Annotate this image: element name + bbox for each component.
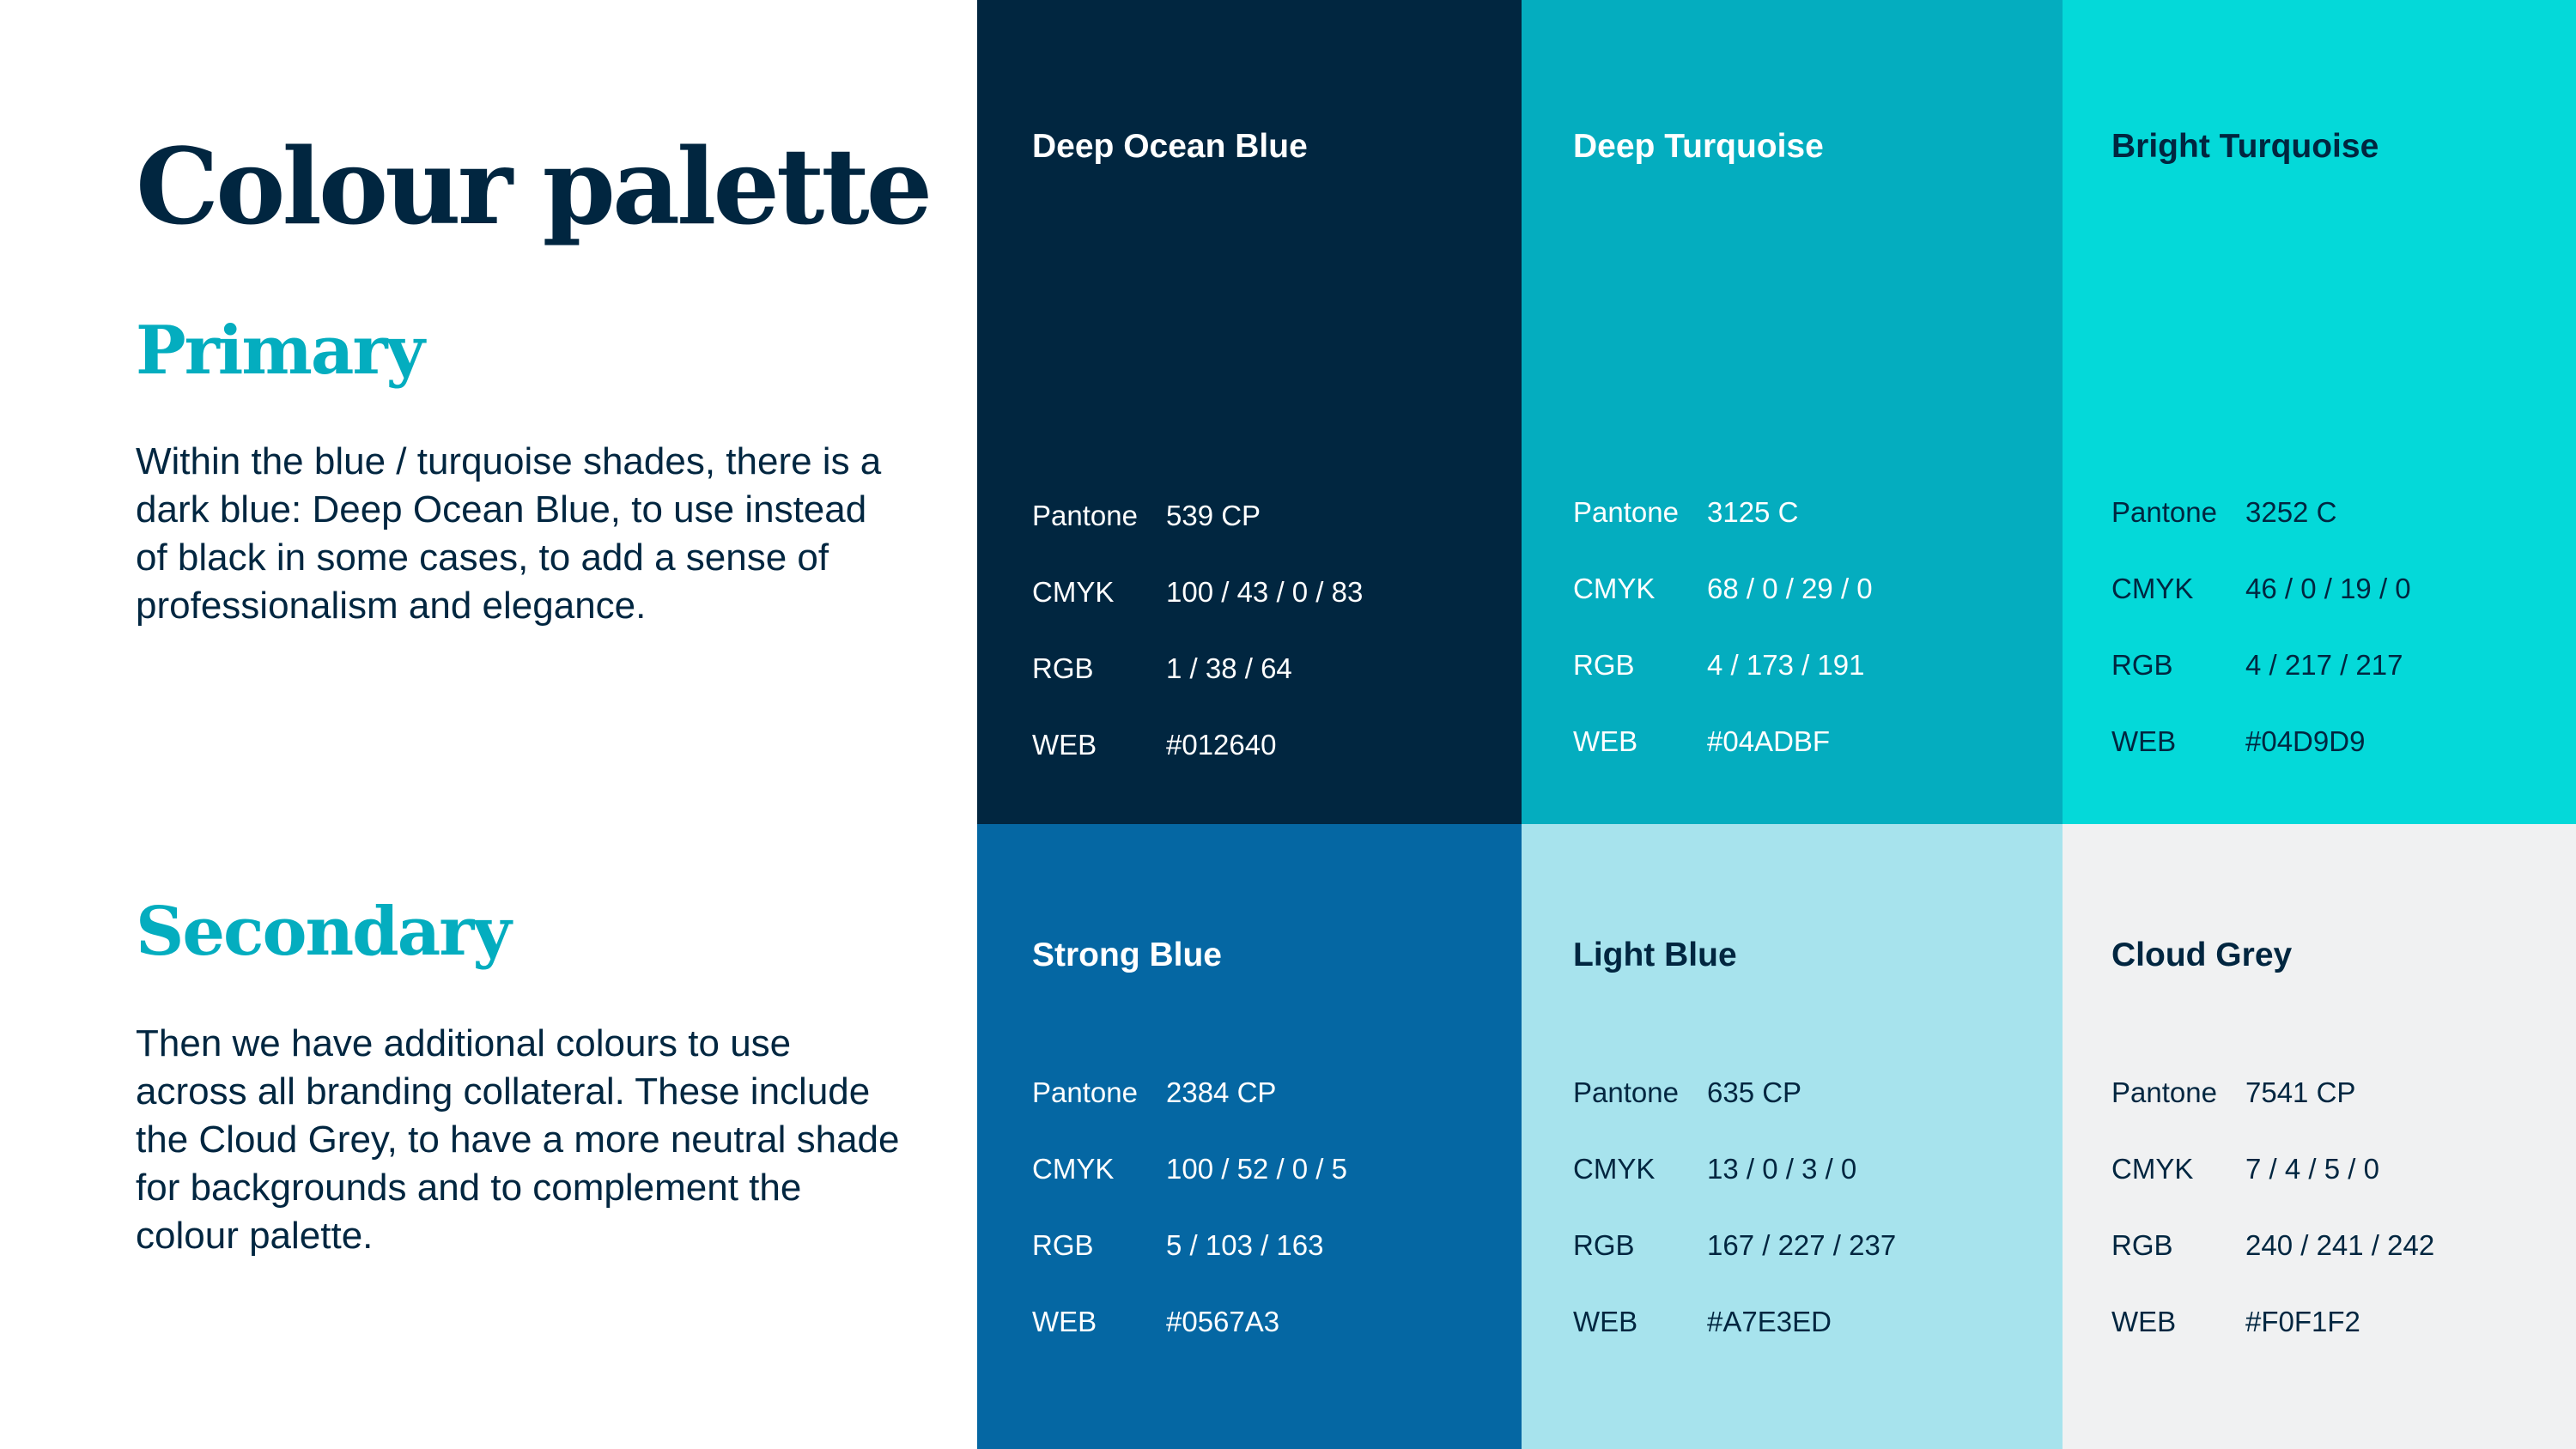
spec-value-web: #0567A3 <box>1166 1305 1280 1337</box>
spec-value-web: #012640 <box>1166 728 1277 761</box>
spec-value-cmyk: 7 / 4 / 5 / 0 <box>2245 1152 2379 1185</box>
spec-value-rgb: 240 / 241 / 242 <box>2245 1228 2435 1261</box>
spec-value-pantone: 635 CP <box>1707 1076 1802 1108</box>
spec-list <box>1032 1054 1347 1360</box>
spec-row-pantone <box>1032 1054 1347 1131</box>
spec-value-pantone: 3125 C <box>1707 495 1799 528</box>
spec-row-pantone <box>2111 1054 2434 1131</box>
spec-value-web: #F0F1F2 <box>2245 1305 2360 1337</box>
spec-value-rgb: 4 / 217 / 217 <box>2245 648 2403 681</box>
spec-row-web <box>2111 703 2411 779</box>
swatch-name: Deep Turquoise <box>1573 128 1824 165</box>
spec-value-cmyk: 46 / 0 / 19 / 0 <box>2245 572 2411 604</box>
spec-label-pantone: Pantone <box>1032 499 1138 531</box>
spec-label-pantone: Pantone <box>1032 1076 1138 1108</box>
spec-label-web: WEB <box>2111 1305 2177 1337</box>
spec-value-pantone: 2384 CP <box>1166 1076 1277 1108</box>
spec-value-pantone: 7541 CP <box>2245 1076 2356 1108</box>
spec-row-pantone <box>1573 474 1873 550</box>
spec-value-rgb: 1 / 38 / 64 <box>1166 652 1292 684</box>
spec-row-web <box>1032 1283 1347 1360</box>
spec-row-web <box>2111 1283 2434 1360</box>
swatch-cloud-grey <box>2063 824 2576 1449</box>
swatch-deep-ocean-blue <box>977 0 1522 824</box>
secondary-heading: Secondary <box>136 893 510 971</box>
spec-value-pantone: 539 CP <box>1166 499 1261 531</box>
spec-value-rgb: 167 / 227 / 237 <box>1707 1228 1897 1261</box>
spec-label-cmyk: CMYK <box>1573 1152 1656 1185</box>
spec-row-rgb <box>1573 627 1873 703</box>
spec-label-cmyk: CMYK <box>2111 1152 2194 1185</box>
swatch-deep-turquoise <box>1522 0 2063 824</box>
spec-label-web: WEB <box>1573 1305 1638 1337</box>
spec-value-rgb: 5 / 103 / 163 <box>1166 1228 1324 1261</box>
primary-heading: Primary <box>136 312 423 390</box>
spec-label-cmyk: CMYK <box>2111 572 2194 604</box>
spec-label-pantone: Pantone <box>1573 495 1679 528</box>
spec-value-web: #04ADBF <box>1707 724 1831 757</box>
spec-label-web: WEB <box>2111 724 2177 757</box>
spec-row-web <box>1573 1283 1896 1360</box>
spec-row-cmyk <box>1032 554 1363 630</box>
spec-label-pantone: Pantone <box>2111 495 2217 528</box>
spec-row-cmyk <box>2111 550 2411 627</box>
spec-row-cmyk <box>1573 1131 1896 1207</box>
spec-value-cmyk: 100 / 43 / 0 / 83 <box>1166 575 1364 608</box>
spec-label-pantone: Pantone <box>2111 1076 2217 1108</box>
spec-row-rgb <box>1573 1207 1896 1283</box>
spec-value-web: #A7E3ED <box>1707 1305 1832 1337</box>
spec-list <box>1573 1054 1896 1360</box>
swatch-name: Bright Turquoise <box>2111 128 2379 165</box>
spec-row-cmyk <box>1573 550 1873 627</box>
spec-row-pantone <box>1573 1054 1896 1131</box>
spec-row-rgb <box>1032 1207 1347 1283</box>
spec-list <box>1032 477 1363 783</box>
spec-label-web: WEB <box>1032 1305 1097 1337</box>
spec-value-cmyk: 13 / 0 / 3 / 0 <box>1707 1152 1857 1185</box>
spec-label-cmyk: CMYK <box>1032 575 1115 608</box>
spec-label-web: WEB <box>1032 728 1097 761</box>
spec-label-rgb: RGB <box>1032 1228 1094 1261</box>
spec-label-rgb: RGB <box>1573 1228 1635 1261</box>
secondary-description: Then we have additional colours to use across all branding collateral. These include the Cloud Grey, to have a more neutral shade for backgrounds and to complement the colour palette. <box>136 1022 900 1257</box>
page-title: Colour palette <box>136 124 930 248</box>
spec-list <box>2111 474 2411 779</box>
swatch-strong-blue <box>977 824 1522 1449</box>
spec-value-cmyk: 68 / 0 / 29 / 0 <box>1707 572 1873 604</box>
spec-label-cmyk: CMYK <box>1573 572 1656 604</box>
spec-label-rgb: RGB <box>1032 652 1094 684</box>
spec-row-rgb <box>1032 630 1363 706</box>
spec-row-cmyk <box>1032 1131 1347 1207</box>
spec-value-pantone: 3252 C <box>2245 495 2337 528</box>
swatch-name: Strong Blue <box>1032 937 1222 973</box>
spec-label-rgb: RGB <box>1573 648 1635 681</box>
primary-description: Within the blue / turquoise shades, there is a dark blue: Deep Ocean Blue, to use instead of black in some cases, to add a sense of professionalism and elegance. <box>136 440 882 627</box>
spec-list <box>2111 1054 2434 1360</box>
swatch-light-blue <box>1522 824 2063 1449</box>
spec-label-rgb: RGB <box>2111 1228 2173 1261</box>
spec-value-web: #04D9D9 <box>2245 724 2366 757</box>
spec-row-web <box>1573 703 1873 779</box>
spec-label-pantone: Pantone <box>1573 1076 1679 1108</box>
spec-value-cmyk: 100 / 52 / 0 / 5 <box>1166 1152 1347 1185</box>
spec-label-rgb: RGB <box>2111 648 2173 681</box>
swatch-name: Deep Ocean Blue <box>1032 128 1308 165</box>
spec-row-rgb <box>2111 627 2411 703</box>
spec-row-web <box>1032 706 1363 783</box>
swatch-name: Light Blue <box>1573 937 1737 973</box>
spec-label-cmyk: CMYK <box>1032 1152 1115 1185</box>
spec-row-rgb <box>2111 1207 2434 1283</box>
spec-row-pantone <box>2111 474 2411 550</box>
swatch-bright-turquoise <box>2063 0 2576 824</box>
swatch-name: Cloud Grey <box>2111 937 2293 973</box>
spec-value-rgb: 4 / 173 / 191 <box>1707 648 1865 681</box>
spec-row-cmyk <box>2111 1131 2434 1207</box>
spec-list <box>1573 474 1873 779</box>
intro-panel <box>0 0 977 1449</box>
spec-label-web: WEB <box>1573 724 1638 757</box>
spec-row-pantone <box>1032 477 1363 554</box>
